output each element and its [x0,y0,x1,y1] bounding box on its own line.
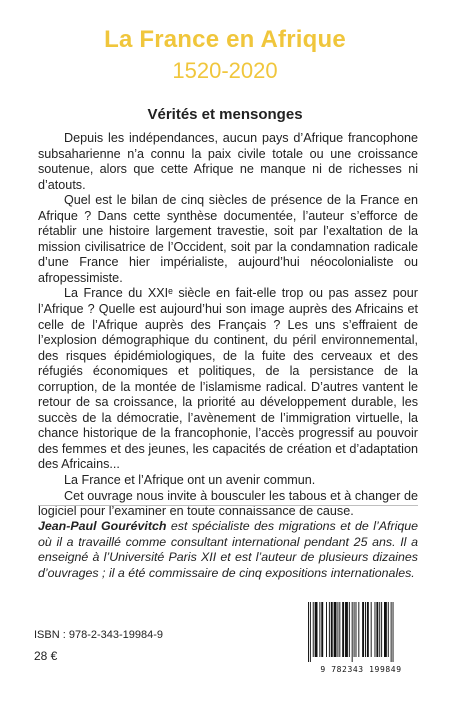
barcode-bar [329,602,330,657]
barcode-bar [362,602,364,657]
paragraph-4: La France et l’Afrique ont un avenir commun. [64,473,316,488]
barcode-bar [313,602,314,657]
book-subtitle: Vérités et mensonges [147,106,303,123]
barcode-bar [381,602,382,657]
barcode-bar [331,602,333,657]
author-name: Jean-Paul Gourévitch [38,519,167,533]
barcode-bar [384,602,387,657]
barcode-bar [321,602,323,657]
barcode-bar [365,602,366,657]
price: 28 € [34,649,58,663]
barcode-bar [379,602,380,657]
barcode-bar [367,602,369,657]
barcode-bar [310,602,311,662]
barcode-bar [352,602,353,662]
book-dates: 1520-2020 [172,58,278,83]
barcode-bar [326,602,327,657]
barcode-bar [308,602,309,662]
barcode-bar [319,602,320,657]
barcode-bar [334,602,337,657]
barcode-bar [371,602,372,657]
back-cover-text [38,131,418,520]
barcode-bar [393,602,394,662]
author-bio [38,519,418,581]
paragraph-1: Depuis les indépendances, aucun pays d’Afrique francophone subsaharienne n’a connu la paix civile totale ou une croissance soutenue, alors que cette Afrique ne manque ni de richesses ni d’atouts. [38,131,418,192]
barcode [302,602,420,674]
author-bio-text: est spécialiste des migrations et de l’Afrique où il a travaillé comme consultant international pendant 25 ans. Il a enseigné à l’Université Paris XII et est l’auteur de plusieurs dizaines d’ouvrages ; il a été commissaire de cinq expositions internationales. [38,519,418,580]
paragraph-3: La France du XXIᵉ siècle en fait-elle trop ou pas assez pour l’Afrique ? Quelle est aujourd’hui son image auprès des Africains et celle de l’Afrique auprès des Français ? Les uns s’effraient de l’explosion démographique du continent, du péril environnemental, des risques épidémiologiques, de la fuite des cerveaux et des réfugiés économiques et politiques, de la persistance de la corruption, de la montée de l’islamisme radical. D’autres vantent le retour de sa croissance, la priorité au développement durable, les succès de la démocratie, l’avènement de l’immigration virtuelle, la chance historique de la francophonie, l’accès progressif au pouvoir des femmes et des jeunes, les capacités de création et d’adaptation des Africains... [38,286,418,472]
barcode-bar [315,602,318,657]
barcode-bar [388,602,389,657]
isbn: ISBN : 978-2-343-19984-9 [34,629,164,641]
barcode-bar [376,602,378,657]
section-divider [38,505,418,506]
barcode-bar [349,602,350,657]
barcode-bar [339,602,340,657]
paragraph-2: Quel est le bilan de cinq siècles de présence de la France en Afrique ? Dans cette synthèse documentée, l’auteur s’efforce de rétablir une histoire largement travestie, soit par l’exaltation de la mission civilisatrice de l’Occident, soit par la condamnation radicale d’une France hier impérialiste, aujourd’hui néocolonialiste ou afropessimiste. [38,193,418,285]
book-title: La France en Afrique [104,26,346,53]
barcode-bar [356,602,357,657]
barcode-bar [345,602,348,657]
barcode-bar [358,602,359,657]
barcode-bar [354,602,355,657]
barcode-digits: 9 782343 199849 [320,665,402,674]
barcode-bar [375,602,376,657]
barcode-bar [337,602,338,657]
paragraph-5: Cet ouvrage nous invite à bousculer les tabous et à changer de logiciel pour l’examiner en toute connaissance de cause. [38,488,418,519]
barcode-bar [391,602,392,662]
barcode-bars [302,602,420,662]
barcode-bar [342,602,344,657]
